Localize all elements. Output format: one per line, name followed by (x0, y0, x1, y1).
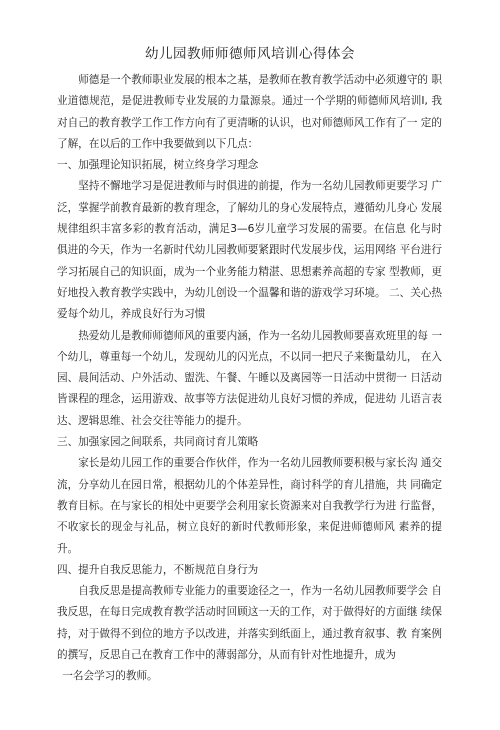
paragraph-section-1: 坚持不懈地学习是促进教师与时俱进的前提，作为一名幼儿园教师更要学习 广泛，掌握学前教育最新的教育理念，了解幼儿的身心发展特点，遵循幼儿身心 发展规律组织丰富多彩的教育活动，满足3—6岁儿童学习发展的需要。在信息 化与时俱进的今天，作为一名新时代幼儿园教师要紧跟时代发展步伐，运用网络 平台进行学习拓展自己的知识面，成为一个业务能力精湛、思想素养高超的专家 型教师，更好地投入教育教学实践中，为幼儿创设一个温馨和谐的游戏学习环境。 二、关心热爱每个幼儿，养成良好行为习惯 (57, 180, 442, 321)
section-heading-1: 一、加强理论知识拓展，树立终身学习理念 (57, 159, 259, 172)
document-title: 幼儿园教师师德师风培训心得体会 (145, 46, 355, 62)
section-heading-3: 三、加强家园之间联系，共同商讨育儿策略 (57, 436, 259, 449)
paragraph-intro: 师德是一个教师职业发展的根本之基，是教师在教育教学活动中必须遵守的 职业道德规范，是促进教师专业发展的力量源泉。通过一个学期的师德师风培训I, 我对自己的教育教学工作工作方向有了更清晰的认识，也对师德师风工作有了一 定的了解，在以后的工作中我要做到以下几点： (57, 74, 442, 150)
section-heading-4: 四、提升自我反思能力，不断规范自身行为 (57, 563, 259, 576)
document-body (57, 70, 442, 688)
paragraph-closing: 一名会学习的教师。 (62, 670, 158, 683)
paragraph-section-3: 家长是幼儿园工作的重要合作伙伴，作为一名幼儿园教师要积极与家长沟 通交流，分享幼儿在园日常，根据幼儿的个体差异性，商讨科学的育儿措施，共 同确定教育目标。在与家长的相处中更要学会利用家长资源来对自我教学行为进 行监督，不收家长的现金与礼品，树立良好的新时代教师形象，来促进师德师风 素养的提升。 (57, 457, 442, 555)
paragraph-section-4: 自我反思是提高教师专业能力的重要途径之一，作为一名幼儿园教师要学会 自我反思，在每日完成教育教学活动时回顾这一天的工作，对于做得好的方面继 续保持，对于做得不到位的地方予以改进，并落实到纸面上，通过教育叙事、教 育案例的撰写，反思自己在教育工作中的薄弱部分，从而有针对性地提升，成为 (57, 585, 442, 662)
paragraph-section-2: 热爱幼儿是教师师德师风的重要内涵，作为一名幼儿园教师要喜欢班里的每 一个幼儿，尊重每一个幼儿，发现幼儿的闪光点，不以同一把尺子来衡量幼儿， 在入园、晨间活动、户外活动、盥洗、午餐、午睡以及离园等一日活动中贯彻一 日活动皆课程的理念，运用游戏、故事等方法促进幼儿良好习惯的养成，促进幼 儿语言表达、逻辑思维、社会交往等能力的提升。 (57, 329, 442, 427)
